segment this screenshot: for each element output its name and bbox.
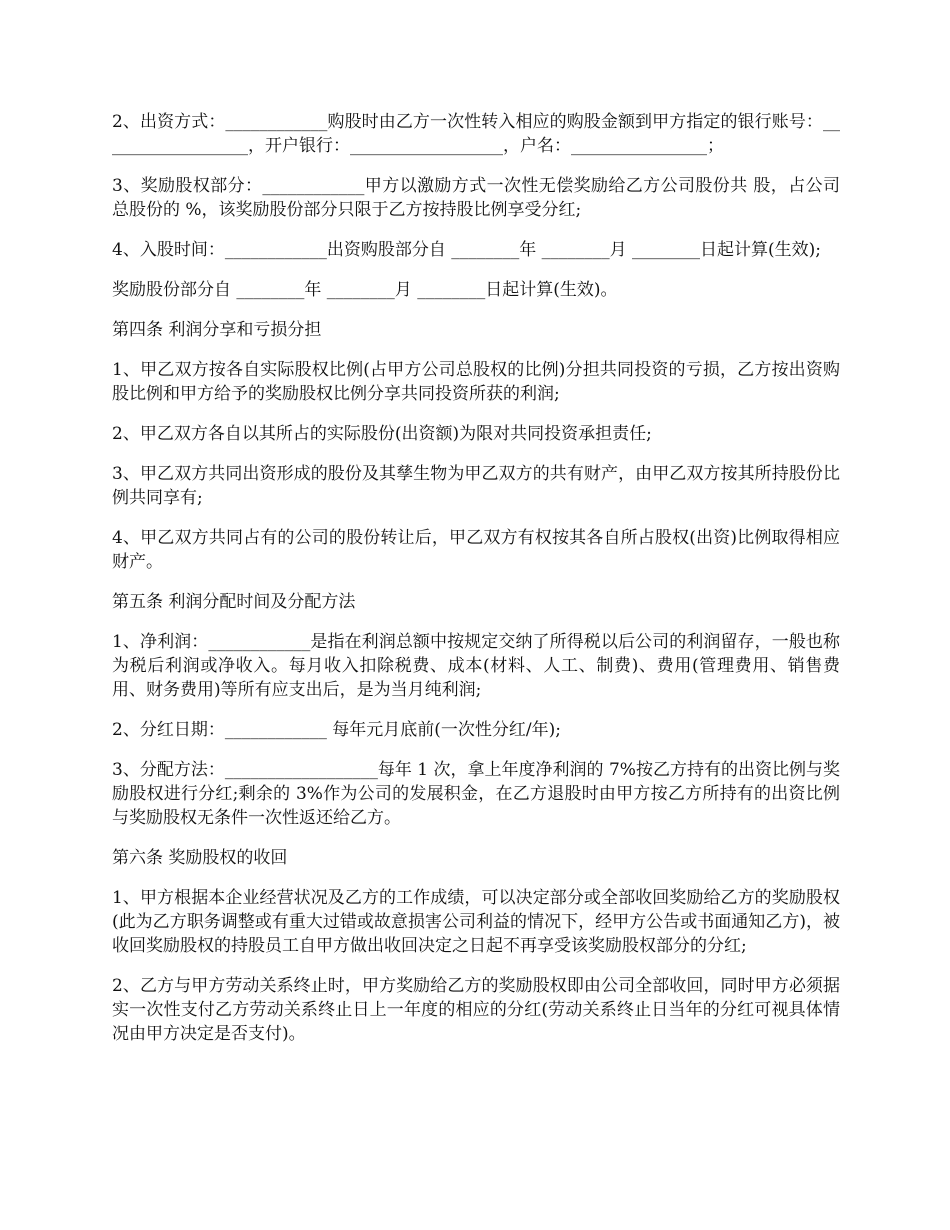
clause-contribution-method: 2、出资方式：____________购股时由乙方一次性转入相应的购股金额到甲方指定的银行账号：__________________，开户银行：__________________，户名：________________； [112,112,840,156]
article-4-item-4: 4、甲乙双方共同占有的公司的股份转让后，甲乙双方有权按其各自所占股权(出资)比例取得相应财产。 [112,528,840,572]
clause-share-entry-time: 4、入股时间：____________出资购股部分自 ________年 ________月 ________日起计算(生效); [112,240,822,260]
article-6-item-2: 2、乙方与甲方劳动关系终止时，甲方奖励给乙方的奖励股权即由公司全部收回，同时甲方必须据实一次性支付乙方劳动关系终止日上一年度的相应的分红(劳动关系终止日当年的分红可视具体情况由甲方决定是否支付)。 [112,976,840,1044]
article-5-item-3: 3、分配方法：__________________每年 1 次，拿上年度净利润的 7%按乙方持有的出资比例与奖励股权进行分红;剩余的 3%作为公司的发展积金，在乙方退股时由甲方按乙方所持有的出资比例与奖励股权无条件一次性返还给乙方。 [112,760,840,828]
article-4-item-2: 2、甲乙双方各自以其所占的实际股份(出资额)为限对共同投资承担责任; [112,424,652,444]
clause-reward-effective-date: 奖励股份部分自 ________年 ________月 ________日起计算(生效)。 [112,280,618,300]
article-4-item-3: 3、甲乙双方共同出资形成的股份及其孳生物为甲乙双方的共有财产，由甲乙双方按其所持股份比例共同享有; [112,464,840,508]
clause-reward-equity: 3、奖励股权部分：____________甲方以激励方式一次性无偿奖励给乙方公司股份共 股，占公司总股份的 %，该奖励股份部分只限于乙方按持股比例享受分红; [112,176,840,220]
article-4-heading: 第四条 利润分享和亏损分担 [112,320,322,340]
article-6-item-1: 1、甲方根据本企业经营状况及乙方的工作成绩，可以决定部分或全部收回奖励给乙方的奖励股权(此为乙方职务调整或有重大过错或故意损害公司利益的情况下，经甲方公告或书面通知乙方)，被收回奖励股权的持股员工自甲方做出收回决定之日起不再享受该奖励股权部分的分红; [112,888,840,956]
article-4-item-1: 1、甲乙双方按各自实际股权比例(占甲方公司总股权的比例)分担共同投资的亏损，乙方按出资购股比例和甲方给予的奖励股权比例分享共同投资所获的利润; [112,360,840,404]
article-5-item-2: 2、分红日期：____________ 每年元月底前(一次性分红/年); [112,720,561,740]
article-5-heading: 第五条 利润分配时间及分配方法 [112,592,356,612]
article-5-item-1: 1、净利润：____________是指在利润总额中按规定交纳了所得税以后公司的利润留存，一般也称为税后利润或净收入。每月收入扣除税费、成本(材料、人工、制费)、费用(管理费用、销售费用、财务费用)等所有应支出后，是为当月纯利润; [112,632,840,700]
article-6-heading: 第六条 奖励股权的收回 [112,848,288,868]
